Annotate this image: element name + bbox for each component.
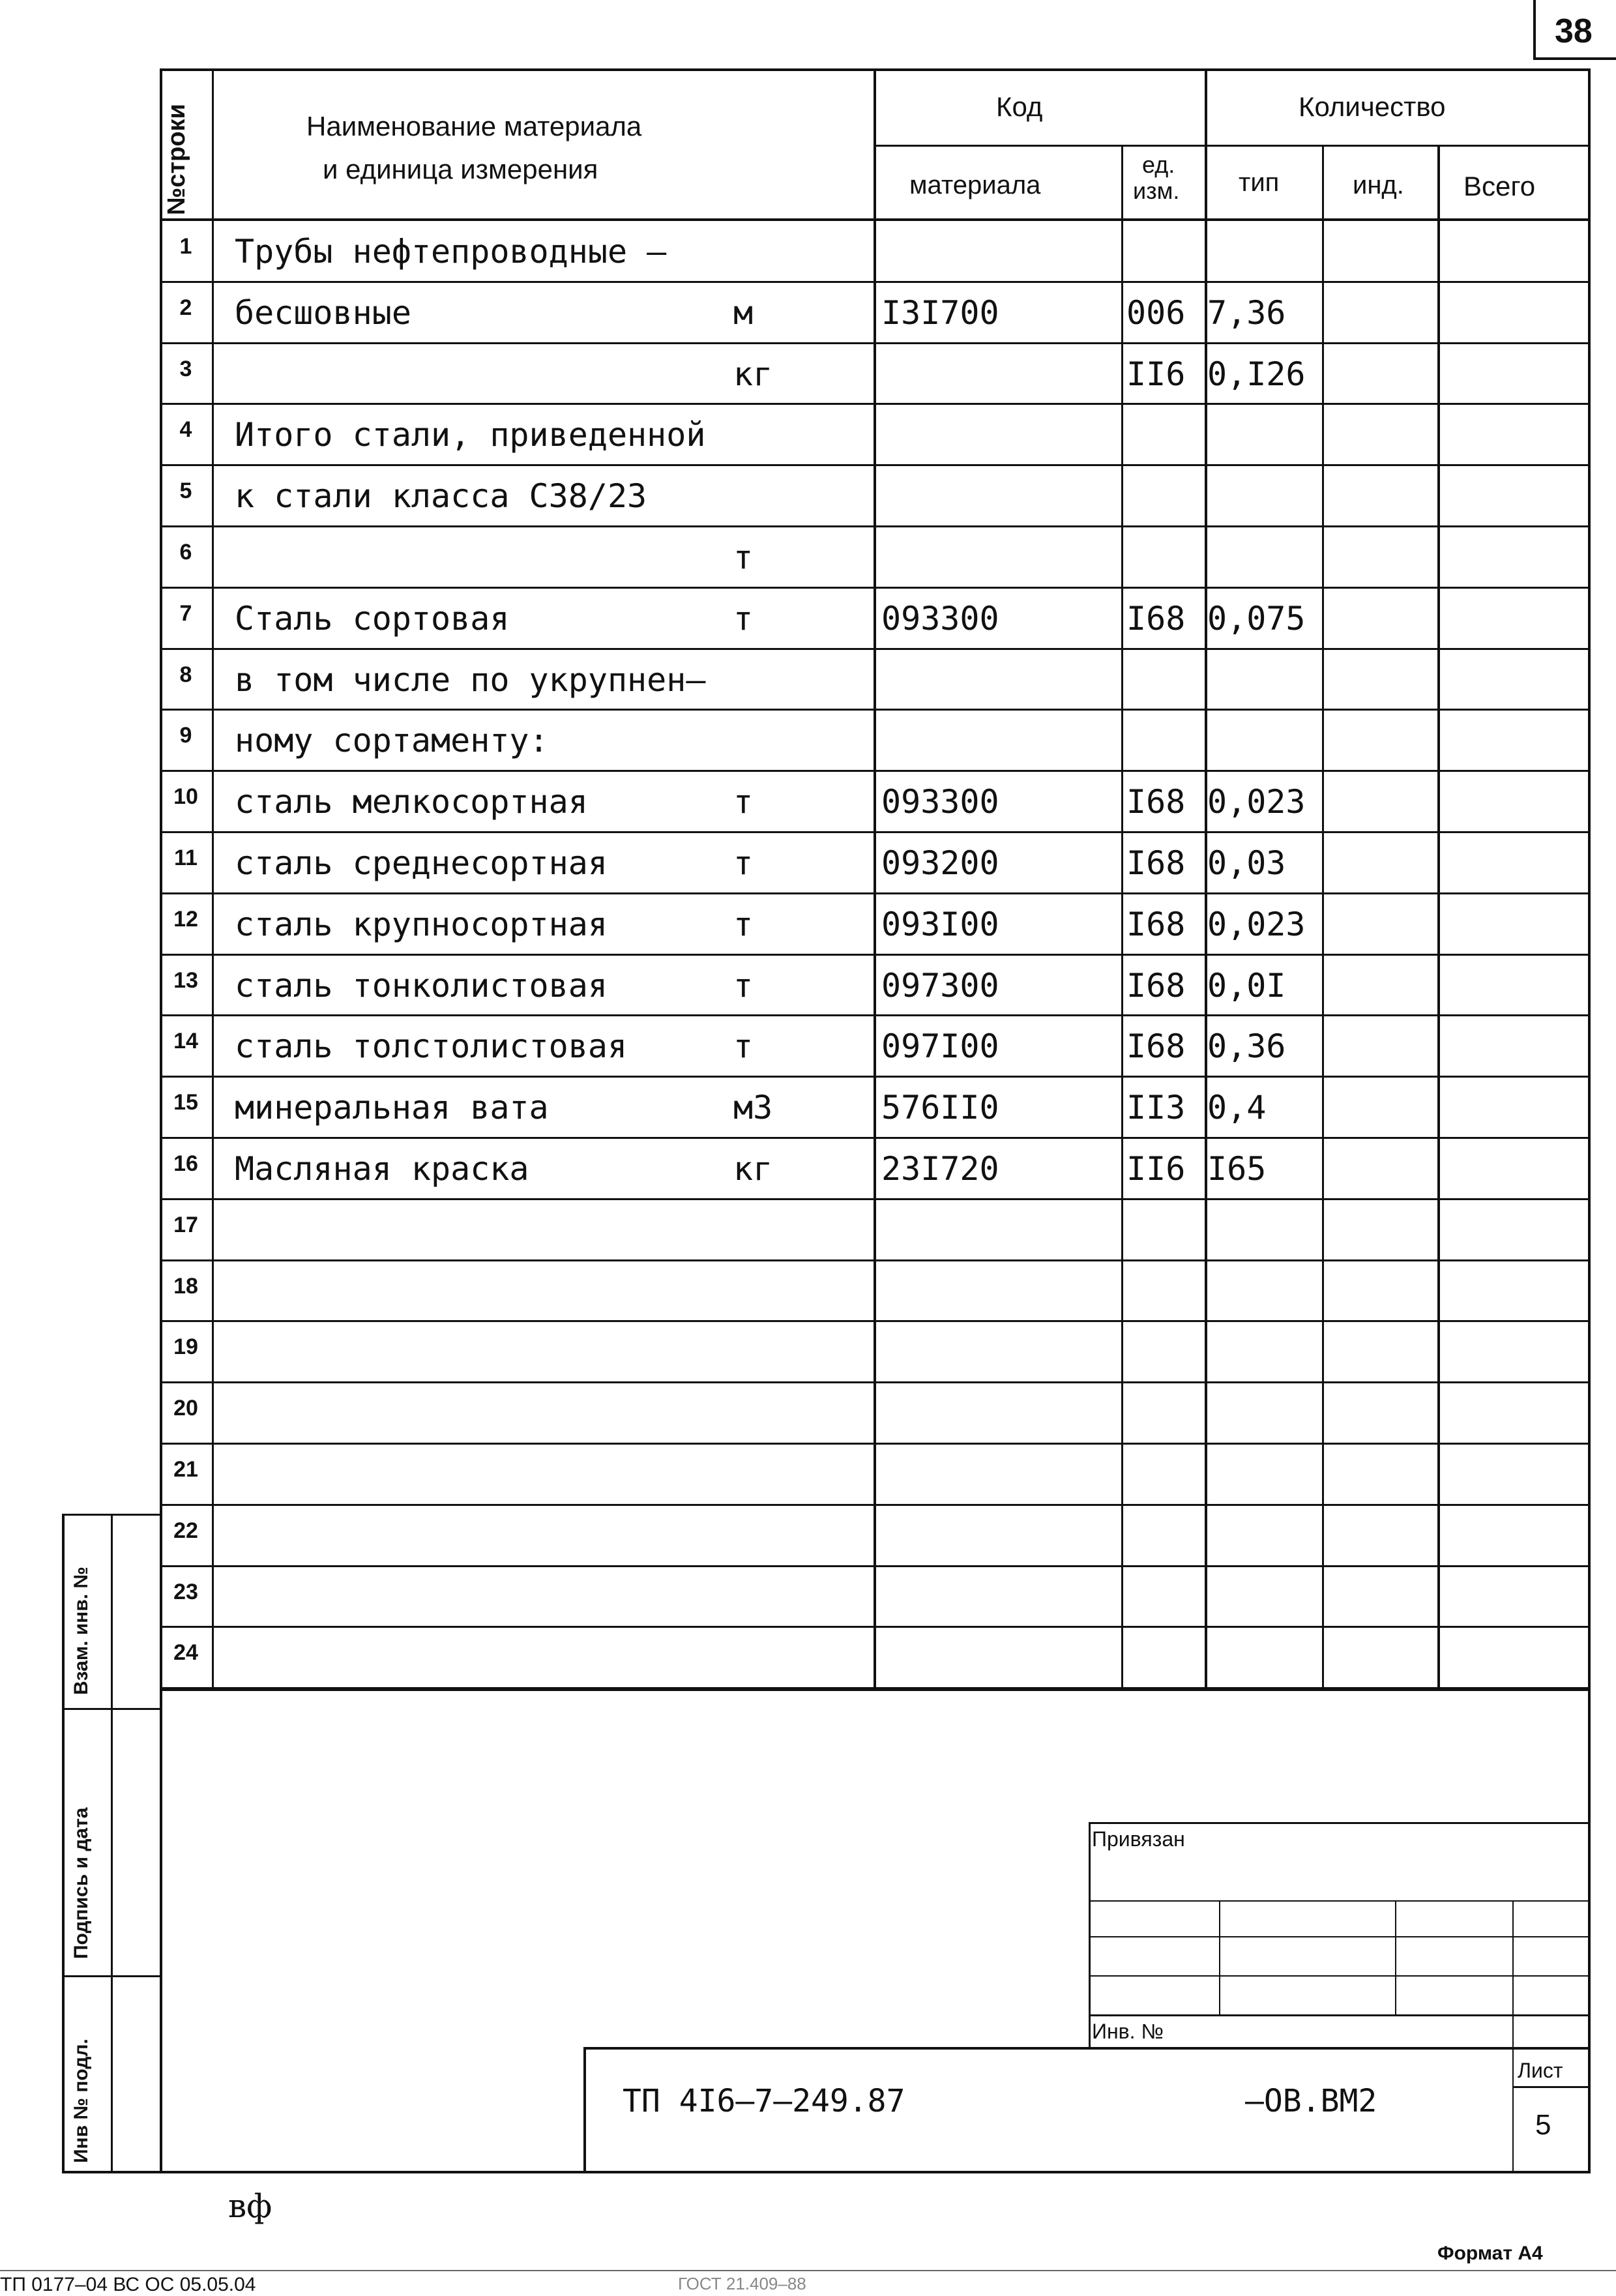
cell-unit: т: [733, 1027, 754, 1066]
cell-ucode: I68: [1126, 966, 1186, 1005]
cell-ucode: I68: [1126, 1027, 1186, 1066]
cell-type: 0,I26: [1207, 355, 1306, 393]
cell-ucode: I68: [1126, 905, 1186, 943]
cell-name: сталь среднесортная: [235, 844, 608, 882]
stamp-sheet-label: Лист: [1518, 2059, 1563, 2082]
cell-ucode: 006: [1126, 293, 1186, 332]
cell-name: Итого стали, приведенной: [235, 416, 706, 454]
row-number: 13: [173, 967, 198, 993]
cell-unit: т: [733, 844, 754, 882]
cell-unit: м3: [733, 1089, 773, 1127]
cell-type: 0,0I: [1207, 966, 1286, 1005]
cell-ucode: II3: [1126, 1089, 1186, 1127]
cell-unit: кг: [733, 1150, 773, 1188]
cell-name: бесшовные: [235, 293, 411, 332]
stamp-attached-label: Привязан: [1092, 1827, 1185, 1851]
cell-code: 093300: [881, 783, 999, 821]
cell-ucode: II6: [1126, 355, 1186, 393]
cell-type: 0,075: [1207, 599, 1306, 638]
row-number: 15: [173, 1090, 198, 1115]
row-number: 8: [179, 662, 192, 687]
stamp-doc-suffix: –ОВ.ВМ2: [1245, 2083, 1377, 2119]
row-number: 5: [179, 478, 192, 504]
cell-name: Масляная краска: [235, 1150, 529, 1188]
header-type: тип: [1239, 168, 1280, 197]
side-label-inv-replace: Взам. инв. №: [70, 1567, 92, 1695]
row-number: 24: [173, 1640, 198, 1666]
row-number: 2: [179, 295, 192, 320]
row-number: 23: [173, 1579, 198, 1604]
header-row-number: №строки: [163, 104, 190, 215]
stamp-sheet-number: 5: [1535, 2109, 1551, 2141]
cell-name: Сталь сортовая: [235, 599, 510, 638]
row-number: 20: [173, 1396, 198, 1421]
side-label-inv-orig: Инв № подл.: [70, 2038, 92, 2163]
stamp-doc-code: ТП 4I6–7–249.87: [623, 2083, 905, 2119]
cell-unit: т: [733, 783, 754, 821]
header-name-line1: Наименование материала: [306, 111, 642, 141]
cell-code: 23I720: [881, 1150, 999, 1188]
cell-ucode: I68: [1126, 783, 1186, 821]
cell-type: 0,023: [1207, 905, 1306, 943]
cell-code: 576II0: [881, 1089, 999, 1127]
cell-name: минеральная вата: [235, 1089, 549, 1127]
cell-name: сталь крупносортная: [235, 905, 608, 943]
cell-code: 093200: [881, 844, 999, 882]
row-number: 21: [173, 1457, 198, 1482]
cell-name: сталь тонколистовая: [235, 966, 608, 1005]
header-ind: инд.: [1353, 171, 1404, 199]
row-number: 14: [173, 1029, 198, 1054]
row-number: 22: [173, 1518, 198, 1543]
header-material: материала: [909, 171, 1041, 199]
cell-code: 097300: [881, 966, 999, 1005]
cell-code: 093300: [881, 599, 999, 638]
format-label: Формат А4: [1437, 2243, 1543, 2264]
cell-code: I3I700: [881, 293, 999, 332]
cell-unit: кг: [733, 355, 773, 393]
page-number: 38: [1555, 12, 1593, 50]
row-number: 9: [179, 723, 192, 748]
cell-type: 0,03: [1207, 844, 1286, 882]
cell-type: I65: [1207, 1150, 1267, 1188]
row-number: 12: [173, 906, 198, 932]
header-quantity: Количество: [1299, 91, 1446, 122]
header-name-line2: и единица измерения: [323, 154, 598, 184]
cell-ucode: I68: [1126, 844, 1186, 882]
header-unit-line1: ед.: [1142, 151, 1175, 178]
row-number: 19: [173, 1334, 198, 1360]
cell-type: 0,023: [1207, 783, 1306, 821]
cell-name: сталь мелкосортная: [235, 783, 588, 821]
row-number: 17: [173, 1212, 198, 1237]
footer-left: ТП 0177–04 ВС ОС 05.05.04: [0, 2274, 256, 2295]
row-number: 7: [179, 600, 192, 626]
row-number: 10: [173, 784, 198, 810]
row-number: 11: [174, 846, 198, 870]
initials: вф: [228, 2187, 272, 2225]
cell-type: 0,36: [1207, 1027, 1286, 1066]
row-number: 16: [173, 1151, 198, 1176]
row-number: 1: [179, 234, 192, 259]
cell-unit: м: [733, 293, 754, 332]
cell-name: сталь толстолистовая: [235, 1027, 628, 1066]
cell-name: к стали класса С38/23: [235, 477, 647, 516]
footer-center: ГОСТ 21.409–88: [678, 2274, 806, 2293]
cell-type: 0,4: [1207, 1089, 1267, 1127]
cell-unit: т: [733, 905, 754, 943]
cell-name: Трубы нефтепроводные –: [235, 233, 667, 271]
cell-ucode: I68: [1126, 599, 1186, 638]
header-unit-line2: изм.: [1133, 177, 1180, 204]
cell-name: в том числе по укрупнен–: [235, 660, 706, 699]
cell-unit: т: [733, 966, 754, 1005]
cell-code: 093I00: [881, 905, 999, 943]
cell-unit: т: [733, 599, 754, 638]
side-label-sign-date: Подпись и дата: [70, 1807, 92, 1959]
row-number: 3: [179, 356, 192, 381]
cell-type: 7,36: [1207, 293, 1286, 332]
row-number: 6: [179, 540, 192, 565]
row-number: 4: [179, 417, 192, 443]
header-code: Код: [996, 91, 1043, 122]
cell-name: ному сортаменту:: [235, 722, 549, 760]
cell-code: 097I00: [881, 1027, 999, 1066]
cell-unit: т: [733, 538, 754, 576]
cell-ucode: II6: [1126, 1150, 1186, 1188]
stamp-inv-no-label: Инв. №: [1092, 2020, 1164, 2043]
header-total: Всего: [1463, 171, 1536, 201]
row-number: 18: [173, 1273, 198, 1299]
